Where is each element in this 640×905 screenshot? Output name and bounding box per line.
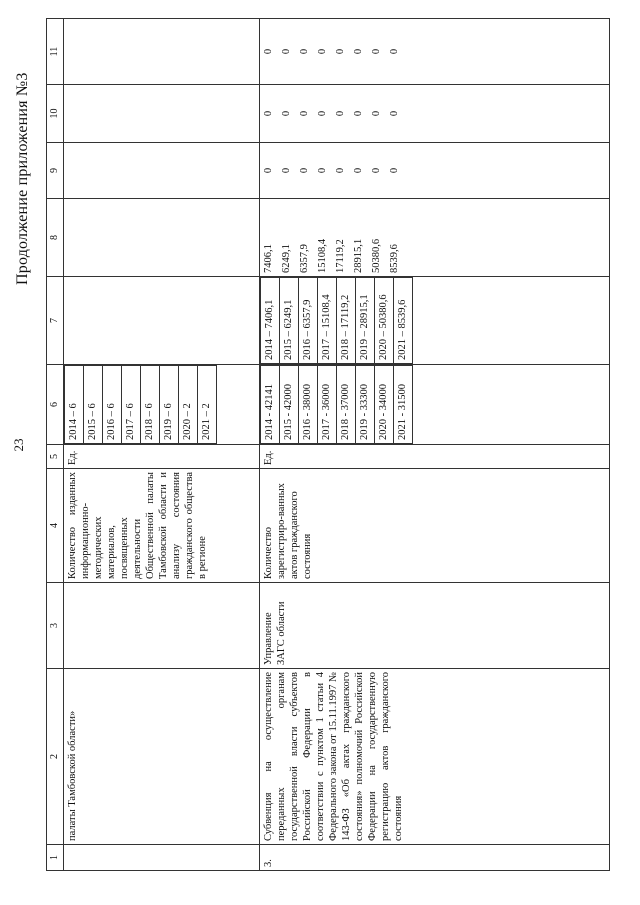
target-values-cell — [64, 365, 260, 445]
list-item: 0 — [317, 167, 328, 174]
row-number-cell: 3. — [260, 845, 610, 871]
list-item: 2020 - 34000 — [375, 366, 394, 444]
list-item: 0 — [263, 167, 274, 174]
list-item: 2019 – 6 — [160, 366, 179, 444]
list-item: 2018 – 17119,2 — [337, 278, 356, 364]
list-item: 0 — [281, 110, 292, 117]
list-item: 28915,1 — [353, 238, 364, 273]
list-item: 2021 - 31500 — [394, 366, 413, 444]
header-cell: 8 — [47, 199, 64, 277]
local-budget-cell — [64, 85, 260, 143]
list-item: 2021 – 8539,6 — [394, 278, 413, 364]
list-item: 2015 – 6 — [84, 366, 103, 444]
unit-cell: Ед. — [260, 445, 610, 469]
list-item: 2020 – 2 — [179, 366, 198, 444]
header-cell: 6 — [47, 365, 64, 445]
list-item: 2021 – 2 — [198, 366, 217, 444]
funding-list — [260, 277, 413, 364]
header-cell: 11 — [47, 19, 64, 85]
list-item: 0 — [317, 48, 328, 55]
federal-budget-cell — [64, 143, 260, 199]
appendix-table — [46, 18, 610, 871]
list-item: 0 — [389, 48, 400, 55]
list-item: 0 — [281, 167, 292, 174]
list-item: 17119,2 — [335, 239, 346, 273]
list-item: 6249,1 — [281, 244, 292, 273]
list-item: 0 — [335, 48, 346, 55]
header-cell: 1 — [47, 845, 64, 871]
list-item: 2018 – 6 — [141, 366, 160, 444]
list-item: 0 — [371, 110, 382, 117]
list-item: 2018 - 37000 — [337, 366, 356, 444]
list-item: 2019 – 28915,1 — [356, 278, 375, 364]
header-cell: 3 — [47, 583, 64, 669]
table-row — [64, 19, 260, 871]
appendix-caption: Продолжение приложения №3 — [14, 72, 31, 285]
list-item: 0 — [335, 167, 346, 174]
row-number-cell — [64, 845, 260, 871]
list-item: 2016 – 6 — [103, 366, 122, 444]
list-item: 0 — [353, 48, 364, 55]
list-item: 2014 - 42141 — [261, 366, 280, 444]
table-row — [260, 19, 610, 871]
header-cell: 5 — [47, 445, 64, 469]
list-item: 50380,6 — [371, 238, 382, 273]
local-budget-cell — [260, 85, 610, 143]
header-row — [47, 19, 64, 871]
header-cell: 9 — [47, 143, 64, 199]
list-item: 2014 – 7406,1 — [261, 278, 280, 364]
executor-cell — [64, 583, 260, 669]
federal-budget-cell — [260, 143, 610, 199]
list-item: 0 — [335, 110, 346, 117]
list-item: 0 — [263, 48, 274, 55]
list-item: 2016 – 6357,9 — [299, 278, 318, 364]
list-item: 0 — [353, 167, 364, 174]
list-item: 0 — [317, 110, 328, 117]
rotated-page — [10, 5, 630, 885]
list-item: 0 — [389, 167, 400, 174]
other-sources-cell — [260, 19, 610, 85]
list-item: 2016 - 38000 — [299, 366, 318, 444]
list-item: 2019 - 33300 — [356, 366, 375, 444]
list-item: 2017 - 36000 — [318, 366, 337, 444]
list-item: 2017 – 6 — [122, 366, 141, 444]
list-item: 0 — [371, 167, 382, 174]
list-item: 2015 - 42000 — [280, 366, 299, 444]
list-item: 2017 – 15108,4 — [318, 278, 337, 364]
target-values-cell — [260, 365, 610, 445]
list-item: 0 — [299, 48, 310, 55]
other-sources-cell — [64, 19, 260, 85]
page-number: 23 — [11, 438, 26, 452]
target-values-list — [260, 365, 413, 444]
list-item: 15108,4 — [317, 238, 328, 273]
list-item: 8539,6 — [389, 244, 400, 273]
indicator-name-cell: Количество изданных информационно-методических материалов, посвященных деятельности Общественной палаты Тамбовской области и анализу состояния гражданского общества в регионе — [64, 469, 260, 583]
list-item: 2015 – 6249,1 — [280, 278, 299, 364]
list-item: 6357,9 — [299, 244, 310, 273]
header-cell: 4 — [47, 469, 64, 583]
header-cell: 10 — [47, 85, 64, 143]
list-item: 0 — [299, 110, 310, 117]
funding-cell — [260, 277, 610, 365]
list-item: 0 — [353, 110, 364, 117]
regional-budget-cell — [64, 199, 260, 277]
header-cell: 2 — [47, 669, 64, 845]
list-item: 0 — [299, 167, 310, 174]
list-item: 0 — [371, 48, 382, 55]
list-item: 0 — [281, 48, 292, 55]
list-item: 0 — [389, 110, 400, 117]
indicator-name-cell: Количество зарегистриро-ванных актов гражданского состояния — [260, 469, 610, 583]
list-item: 2020 – 50380,6 — [375, 278, 394, 364]
list-item: 0 — [263, 110, 274, 117]
event-name-cell: палаты Тамбовской области» — [64, 669, 260, 845]
list-item: 7406,1 — [263, 244, 274, 273]
event-name-cell: Субвенция на осуществление переданных органам государственной власти субъектов Российской Федерации в соответствии с пунктом 1 статьи 4 Федерального закона от 15.11.1997 № 143-ФЗ «Об актах гражданского состояния» полномочий Российской Федерации на государственную регистрацию актов гражданского состояния — [260, 669, 610, 845]
funding-cell — [64, 277, 260, 365]
regional-budget-cell — [260, 199, 610, 277]
unit-cell: Ед. — [64, 445, 260, 469]
list-item: 2014 – 6 — [65, 366, 84, 444]
target-values-list — [64, 365, 217, 444]
executor-cell: Управление ЗАГС области — [260, 583, 610, 669]
header-cell: 7 — [47, 277, 64, 365]
